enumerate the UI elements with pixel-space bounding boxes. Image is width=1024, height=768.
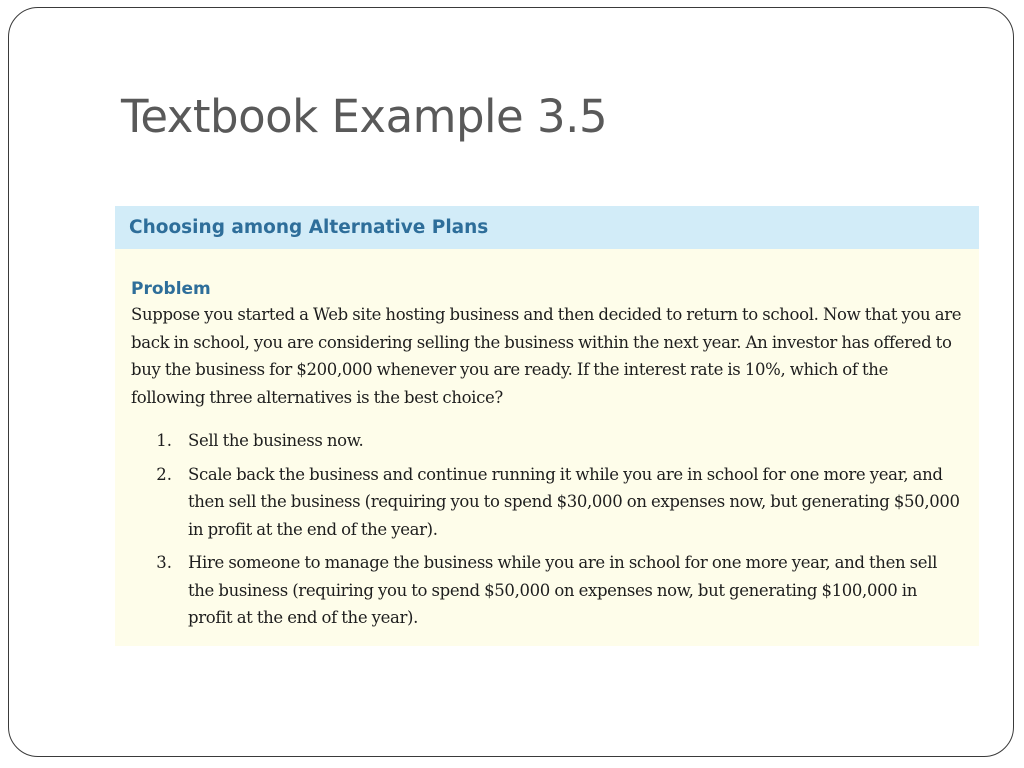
example-header-title: Choosing among Alternative Plans	[129, 217, 489, 238]
example-header-bar	[115, 206, 979, 249]
alternative-text: Sell the business now.	[188, 431, 364, 450]
problem-label: Problem	[131, 279, 211, 299]
slide-frame	[8, 7, 1014, 757]
textbook-example-box	[115, 206, 979, 646]
alternative-item	[131, 427, 965, 455]
alternative-text: Scale back the business and continue running it while you are in school for one more year, and then sell the business (requiring you to spend $30,000 on expenses now, but generating $50,000 in profit at the end of the year).	[188, 464, 960, 539]
alternative-item	[131, 461, 965, 544]
alternatives-list	[131, 427, 965, 632]
alternative-number: 1.	[156, 431, 172, 450]
example-body	[115, 249, 979, 632]
alternative-number: 2.	[156, 464, 172, 484]
alternative-item	[131, 549, 965, 632]
problem-statement: Suppose you started a Web site hosting business and then decided to return to school. Now that you are back in school, you are considering selling the business within the next year. An investor has offered to buy the business for $200,000 whenever you are ready. If the interest rate is 10%, which of the following three alternatives is the best choice?	[131, 305, 962, 407]
alternative-number: 3.	[156, 553, 172, 572]
alternative-text: Hire someone to manage the business while you are in school for one more year, and then sell the business (requiring you to spend $50,000 on expenses now, but generating $100,000 in profit at the end of the year).	[188, 553, 938, 627]
slide-title: Textbook Example 3.5	[121, 90, 608, 143]
